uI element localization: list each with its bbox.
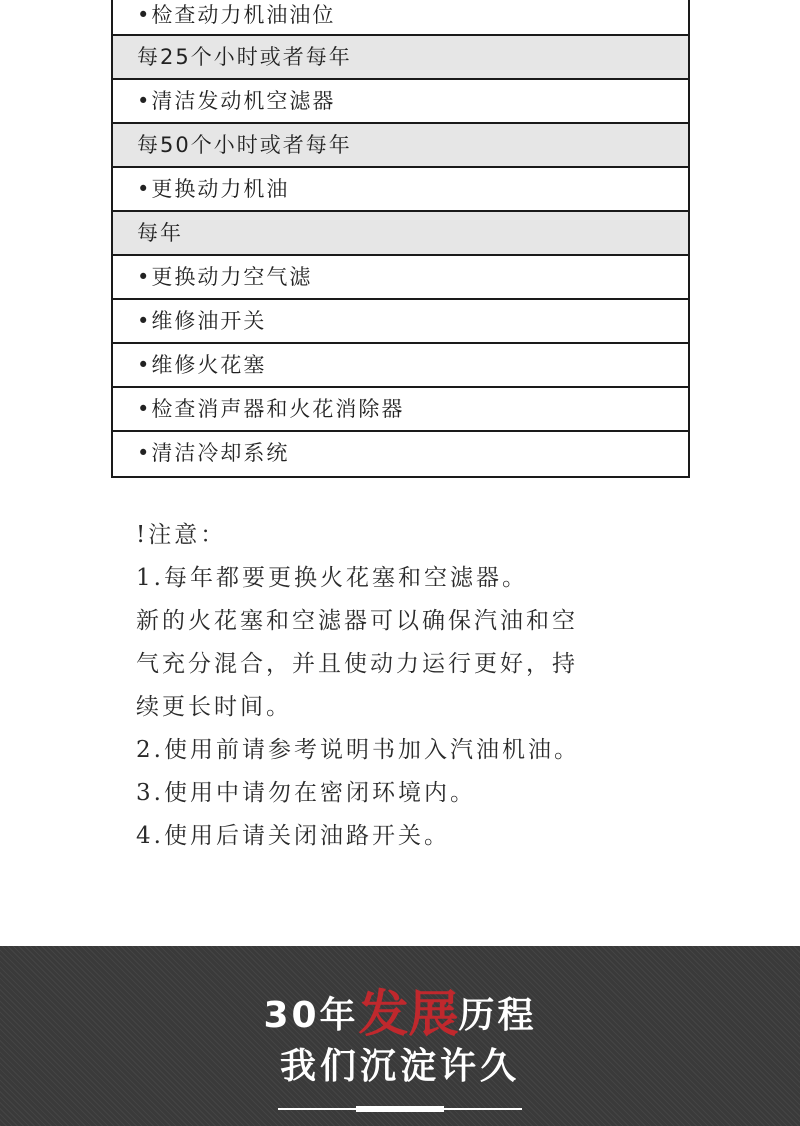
footer-title bbox=[0, 986, 800, 1042]
table-row-item: •维修火花塞 bbox=[113, 344, 688, 388]
notes-line: 续更长时间。 bbox=[136, 694, 292, 720]
table-row-item: •维修油开关 bbox=[113, 300, 688, 344]
table-row-item: •检查消声器和火花消除器 bbox=[113, 388, 688, 432]
notes-line: 新的火花塞和空滤器可以确保汽油和空 bbox=[136, 608, 578, 634]
notes-line: 3.使用中请勿在密闭环境内。 bbox=[136, 780, 476, 806]
notes-line: 气充分混合，并且使动力运行更好，持 bbox=[136, 651, 578, 677]
notes-line: 2.使用前请参考说明书加入汽油机油。 bbox=[136, 737, 580, 763]
footer-title-suffix: 历程 bbox=[458, 995, 537, 1036]
table-row-item: •检查动力机油油位 bbox=[113, 0, 688, 36]
table-row-interval-header: 每年 bbox=[113, 212, 688, 256]
table-row-item: •清洁冷却系统 bbox=[137, 441, 290, 465]
footer-title-accent: 发展 bbox=[358, 985, 459, 1043]
footer-divider-bar bbox=[356, 1106, 444, 1112]
table-row-item: •更换动力空气滤 bbox=[113, 256, 688, 300]
table-row-item: •更换动力机油 bbox=[113, 168, 688, 212]
maintenance-schedule-table bbox=[111, 0, 690, 478]
notes-heading: !注意： bbox=[136, 522, 227, 548]
table-row-interval-header: 每50个小时或者每年 bbox=[113, 124, 688, 168]
notes-section bbox=[136, 514, 676, 858]
table-row-item: •清洁发动机空滤器 bbox=[113, 80, 688, 124]
table-row-interval-header: 每25个小时或者每年 bbox=[113, 36, 688, 80]
notes-line: 1.每年都要更换火花塞和空滤器。 bbox=[136, 565, 528, 591]
footer-subtitle: 我们沉淀许久 bbox=[279, 1046, 520, 1087]
footer-title-prefix: 30年 bbox=[263, 995, 359, 1036]
notes-line: 4.使用后请关闭油路开关。 bbox=[136, 823, 450, 849]
footer-banner bbox=[0, 946, 800, 1126]
